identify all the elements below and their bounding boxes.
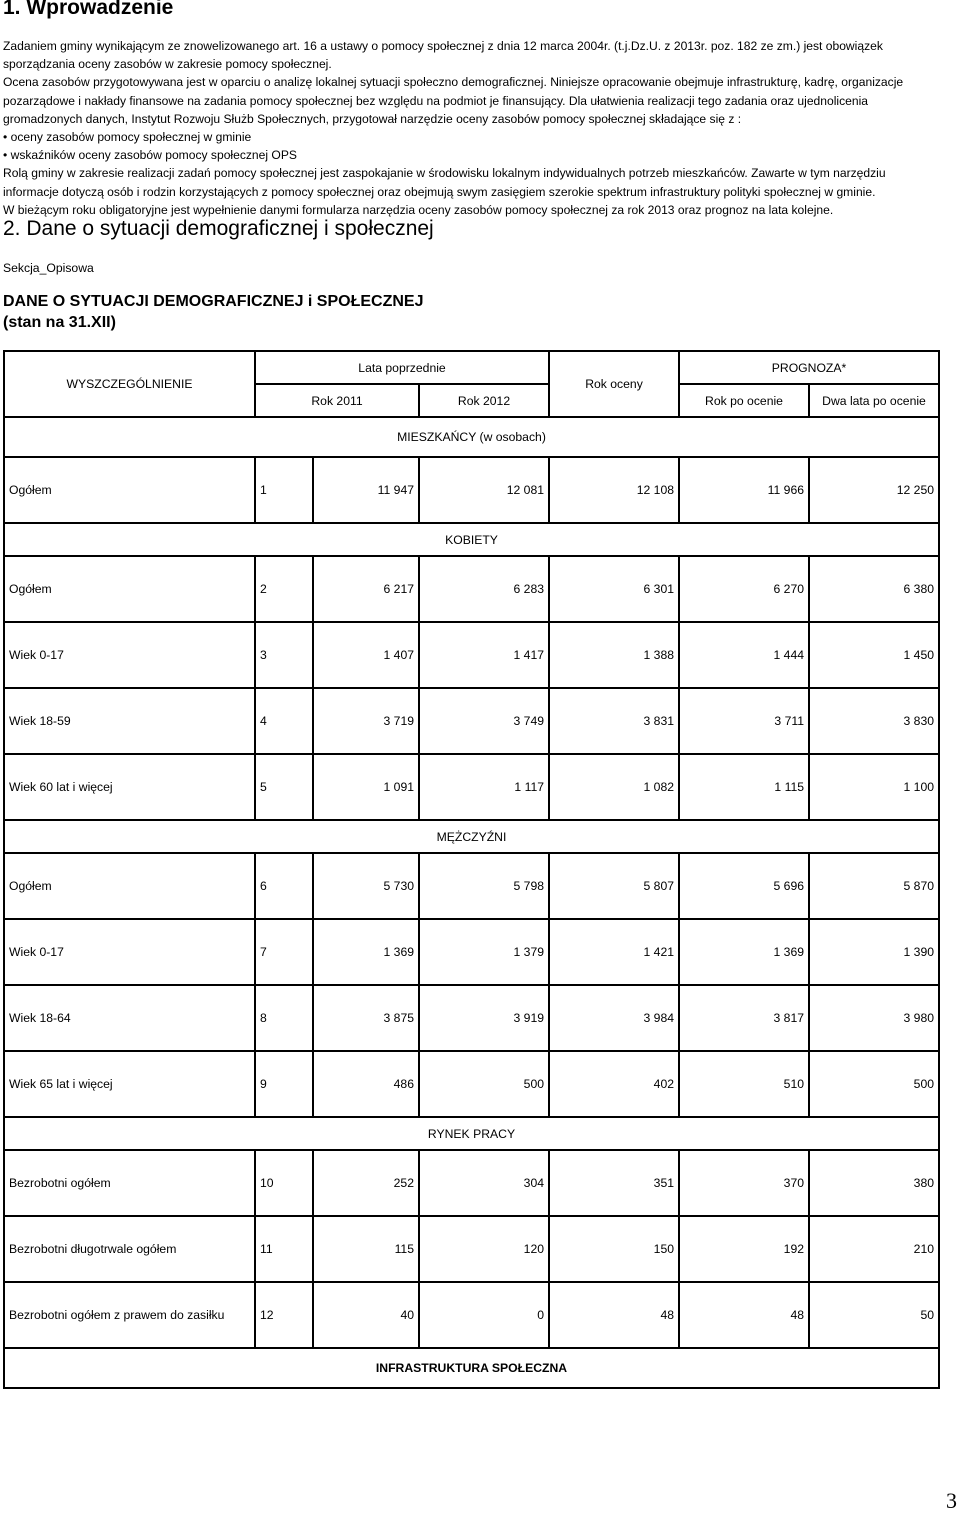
- cell-dwa-lata: 210: [809, 1216, 939, 1282]
- row-label: Bezrobotni ogółem: [4, 1150, 255, 1216]
- row-label: Ogółem: [4, 556, 255, 622]
- cell-2012: 0: [419, 1282, 549, 1348]
- table-row: [4, 1150, 939, 1216]
- cell-2011: 1 407: [313, 622, 419, 688]
- header-rok-oceny: Rok oceny: [549, 351, 679, 417]
- intro-text: [3, 37, 938, 219]
- row-number: 1: [255, 457, 313, 523]
- cell-2011: 1 091: [313, 754, 419, 820]
- row-number: 12: [255, 1282, 313, 1348]
- cell-rok-po-ocenie: 3 817: [679, 985, 809, 1051]
- demographic-table: [3, 350, 940, 1389]
- cell-2012: 1 117: [419, 754, 549, 820]
- cell-rok-oceny: 3 831: [549, 688, 679, 754]
- table-row: [4, 1282, 939, 1348]
- bullet-item: • wskaźników oceny zasobów pomocy społecznej OPS: [3, 146, 938, 164]
- cell-2011: 40: [313, 1282, 419, 1348]
- cell-dwa-lata: 3 980: [809, 985, 939, 1051]
- cell-2011: 1 369: [313, 919, 419, 985]
- cell-2012: 6 283: [419, 556, 549, 622]
- cell-rok-oceny: 1 421: [549, 919, 679, 985]
- cell-dwa-lata: 1 450: [809, 622, 939, 688]
- row-number: 8: [255, 985, 313, 1051]
- cell-2011: 6 217: [313, 556, 419, 622]
- heading-dane-demograficzne: 2. Dane o sytuacji demograficznej i społecznej: [3, 217, 434, 240]
- table-row: [4, 556, 939, 622]
- row-label: Wiek 0-17: [4, 919, 255, 985]
- header-lata-poprzednie: Lata poprzednie: [255, 351, 549, 384]
- page-number: 3: [946, 1488, 957, 1513]
- row-number: 4: [255, 688, 313, 754]
- sekcja-label: Sekcja_Opisowa: [3, 261, 94, 275]
- row-number: 10: [255, 1150, 313, 1216]
- cell-rok-po-ocenie: 5 696: [679, 853, 809, 919]
- row-label: Ogółem: [4, 853, 255, 919]
- cell-rok-oceny: 150: [549, 1216, 679, 1282]
- cell-rok-po-ocenie: 48: [679, 1282, 809, 1348]
- cell-2012: 304: [419, 1150, 549, 1216]
- heading-wprowadzenie: 1. Wprowadzenie: [3, 0, 174, 19]
- section-mezczyzni: MĘŻCZYŹNI: [4, 820, 939, 853]
- cell-dwa-lata: 1 390: [809, 919, 939, 985]
- section-row-rynek-pracy: [4, 1117, 939, 1150]
- header-rok-2011: Rok 2011: [255, 384, 419, 417]
- cell-2011: 3 719: [313, 688, 419, 754]
- row-number: 3: [255, 622, 313, 688]
- row-number: 5: [255, 754, 313, 820]
- section-mieszkancy: MIESZKAŃCY (w osobach): [4, 417, 939, 457]
- table-row: [4, 985, 939, 1051]
- cell-rok-oceny: 351: [549, 1150, 679, 1216]
- intro-paragraph-2: Ocena zasobów przygotowywana jest w oparciu o analizę lokalnej sytuacji społeczno demograficznej. Niniejsze opracowanie obejmuje infrastrukturę, kadrę, organizacje pozarządowe i nakłady finansowe na zadania pomocy społecznej bez względu na podmiot je finansujący. Dla ułatwienia realizacji tego zadania oraz ujednolicenia gromadzonych danych, Instytut Rozwoju Służb Społecznych, przygotował narzędzie oceny zasobów pomocy społecznej składające się z :: [3, 75, 904, 126]
- cell-dwa-lata: 500: [809, 1051, 939, 1117]
- table-row: [4, 853, 939, 919]
- cell-rok-po-ocenie: 510: [679, 1051, 809, 1117]
- cell-rok-po-ocenie: 370: [679, 1150, 809, 1216]
- row-number: 7: [255, 919, 313, 985]
- cell-rok-oceny: 402: [549, 1051, 679, 1117]
- cell-2012: 1 379: [419, 919, 549, 985]
- row-label: Bezrobotni długotrwale ogółem: [4, 1216, 255, 1282]
- row-number: 2: [255, 556, 313, 622]
- header-rok-po-ocenie: Rok po ocenie: [679, 384, 809, 417]
- table-row: [4, 754, 939, 820]
- cell-2011: 115: [313, 1216, 419, 1282]
- row-label: Wiek 18-64: [4, 985, 255, 1051]
- cell-2012: 1 417: [419, 622, 549, 688]
- table-row: [4, 457, 939, 523]
- table-row: [4, 919, 939, 985]
- cell-2011: 486: [313, 1051, 419, 1117]
- cell-rok-oceny: 12 108: [549, 457, 679, 523]
- cell-dwa-lata: 5 870: [809, 853, 939, 919]
- cell-2012: 120: [419, 1216, 549, 1282]
- cell-rok-po-ocenie: 1 444: [679, 622, 809, 688]
- cell-rok-oceny: 6 301: [549, 556, 679, 622]
- cell-dwa-lata: 380: [809, 1150, 939, 1216]
- cell-2012: 500: [419, 1051, 549, 1117]
- cell-dwa-lata: 3 830: [809, 688, 939, 754]
- row-label: Wiek 18-59: [4, 688, 255, 754]
- header-wyszczegolnienie: WYSZCZEGÓLNIENIE: [4, 351, 255, 417]
- cell-dwa-lata: 6 380: [809, 556, 939, 622]
- cell-2012: 3 919: [419, 985, 549, 1051]
- cell-2012: 5 798: [419, 853, 549, 919]
- cell-dwa-lata: 12 250: [809, 457, 939, 523]
- header-dwa-lata: Dwa lata po ocenie: [809, 384, 939, 417]
- header-row-1: [4, 351, 939, 384]
- cell-dwa-lata: 1 100: [809, 754, 939, 820]
- row-number: 11: [255, 1216, 313, 1282]
- cell-rok-oceny: 1 388: [549, 622, 679, 688]
- bullet-item: • oceny zasobów pomocy społecznej w gminie: [3, 128, 938, 146]
- row-number: 9: [255, 1051, 313, 1117]
- section-rynek-pracy: RYNEK PRACY: [4, 1117, 939, 1150]
- cell-2011: 3 875: [313, 985, 419, 1051]
- row-label: Bezrobotni ogółem z prawem do zasiłku: [4, 1282, 255, 1348]
- cell-dwa-lata: 50: [809, 1282, 939, 1348]
- cell-rok-po-ocenie: 1 369: [679, 919, 809, 985]
- section-row-mieszkancy: [4, 417, 939, 457]
- cell-rok-po-ocenie: 3 711: [679, 688, 809, 754]
- intro-paragraph-3: Rolą gminy w zakresie realizacji zadań pomocy społecznej jest zaspokajanie w środowisku lokalnym indywidualnych potrzeb mieszkańców. Zawarte w tym narzędziu informacje dotyczą osób i rodzin korzystających z pomocy społecznej oraz obejmują swym zasięgiem szerokie spektrum infrastruktury polityki społecznej w gminie.: [3, 166, 886, 199]
- cell-2012: 3 749: [419, 688, 549, 754]
- section-row-infrastruktura: [4, 1348, 939, 1388]
- cell-rok-po-ocenie: 6 270: [679, 556, 809, 622]
- cell-rok-po-ocenie: 1 115: [679, 754, 809, 820]
- cell-rok-oceny: 1 082: [549, 754, 679, 820]
- table-subtitle: (stan na 31.XII): [3, 314, 116, 331]
- table-row: [4, 1051, 939, 1117]
- cell-2011: 11 947: [313, 457, 419, 523]
- row-label: Wiek 65 lat i więcej: [4, 1051, 255, 1117]
- cell-2011: 252: [313, 1150, 419, 1216]
- table-row: [4, 622, 939, 688]
- section-row-kobiety: [4, 523, 939, 556]
- cell-rok-po-ocenie: 11 966: [679, 457, 809, 523]
- row-label: Wiek 60 lat i więcej: [4, 754, 255, 820]
- cell-rok-po-ocenie: 192: [679, 1216, 809, 1282]
- table-row: [4, 688, 939, 754]
- cell-rok-oceny: 48: [549, 1282, 679, 1348]
- intro-paragraph-1: Zadaniem gminy wynikającym ze znowelizowanego art. 16 a ustawy o pomocy społecznej z dnia 12 marca 2004r. (t.j.Dz.U. z 2013r. poz. 182 ze zm.) jest obowiązek sporządzania oceny zasobów w zakresie pomocy społecznej.: [3, 39, 883, 72]
- cell-2011: 5 730: [313, 853, 419, 919]
- header-prognoza: PROGNOZA*: [679, 351, 939, 384]
- cell-2012: 12 081: [419, 457, 549, 523]
- header-rok-2012: Rok 2012: [419, 384, 549, 417]
- table-title: DANE O SYTUACJI DEMOGRAFICZNEJ i SPOŁECZNEJ: [3, 293, 424, 310]
- section-row-mezczyzni: [4, 820, 939, 853]
- cell-rok-oceny: 5 807: [549, 853, 679, 919]
- table-row: [4, 1216, 939, 1282]
- intro-paragraph-4: W bieżącym roku obligatoryjne jest wypełnienie danymi formularza narzędzia oceny zasobów pomocy społecznej za rok 2013 oraz prognoz na lata kolejne.: [3, 202, 834, 217]
- section-kobiety: KOBIETY: [4, 523, 939, 556]
- section-infrastruktura: INFRASTRUKTURA SPOŁECZNA: [4, 1348, 939, 1388]
- intro-bullet-list: [3, 128, 938, 164]
- cell-rok-oceny: 3 984: [549, 985, 679, 1051]
- row-number: 6: [255, 853, 313, 919]
- row-label: Wiek 0-17: [4, 622, 255, 688]
- row-label: Ogółem: [4, 457, 255, 523]
